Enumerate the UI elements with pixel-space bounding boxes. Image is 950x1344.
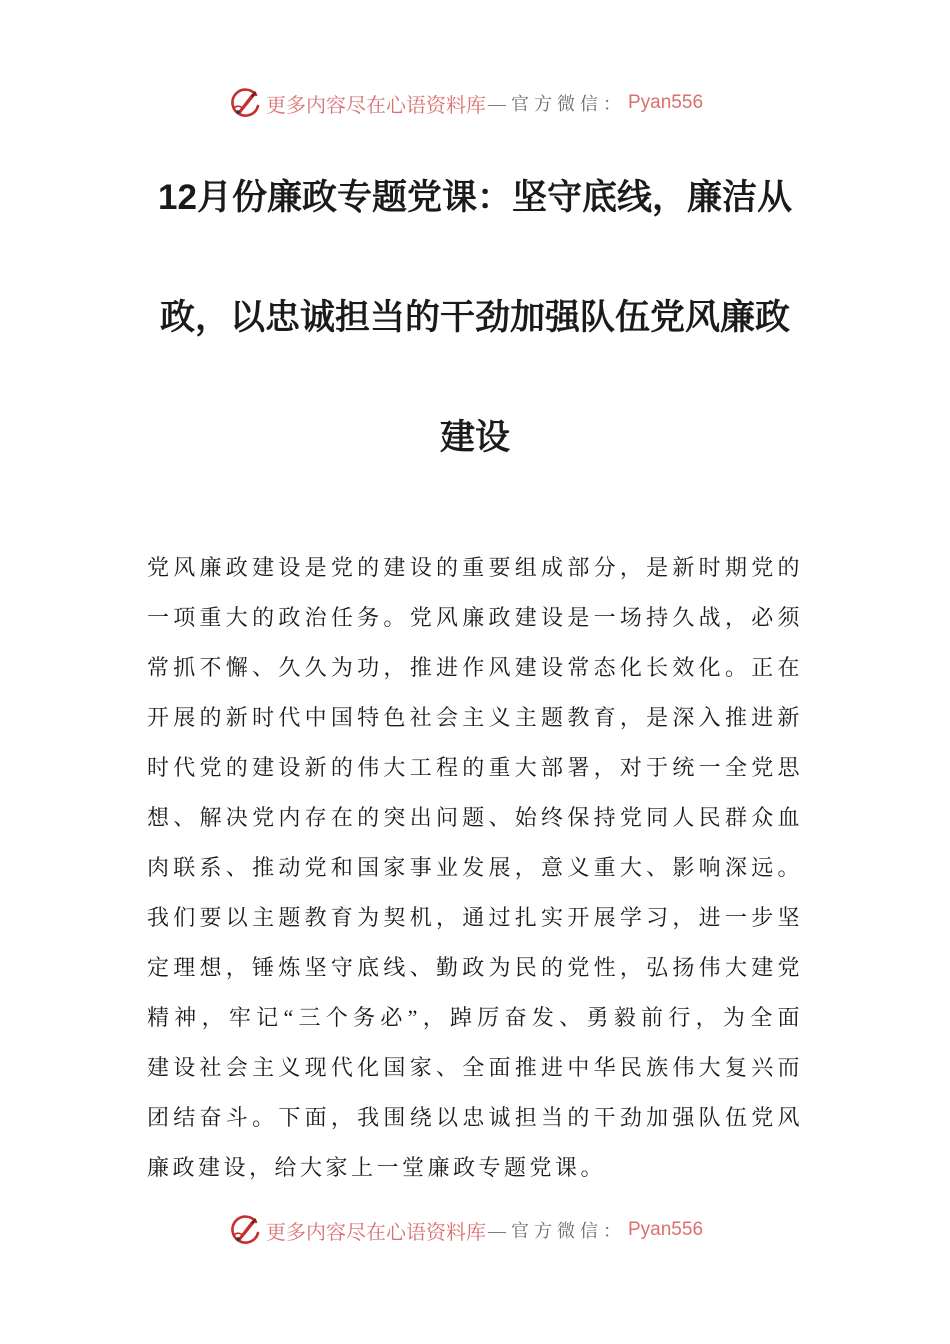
footer-brand-text: 更多内容尽在心语资料库 [266, 1221, 486, 1244]
body-line-9: 定理想，锤炼坚守底线、勤政为民的党性，弘扬伟大建党 [147, 955, 803, 980]
footer-wechat-id: Pyan556 [628, 1219, 704, 1240]
title-line-3: 建设 [439, 418, 510, 457]
body-line-11: 建设社会主义现代化国家、全面推进中华民族伟大复兴而 [147, 1055, 803, 1080]
body-line-2: 一项重大的政治任务。党风廉政建设是一场持久战，必须 [147, 605, 803, 630]
body-line-7: 肉联系、推动党和国家事业发展，意义重大、影响深远。 [147, 855, 803, 880]
header-watermark [228, 86, 703, 120]
body-line-12: 团结奋斗。下面，我围绕以忠诚担当的干劲加强队伍党风 [147, 1105, 803, 1130]
body-line-6: 想、解决党内存在的突出问题、始终保持党同人民群众血 [147, 805, 803, 830]
body-line-13: 廉政建设，给大家上一堂廉政专题党课。 [147, 1155, 607, 1180]
header-wechat-id: Pyan556 [628, 92, 704, 113]
body-line-4: 开展的新时代中国特色社会主义主题教育，是深入推进新 [147, 705, 803, 730]
pen-logo-icon [228, 86, 262, 120]
pen-logo-icon [228, 1213, 262, 1247]
header-wechat-label: —官方微信： [488, 94, 626, 114]
footer-wechat-label: —官方微信： [488, 1221, 626, 1241]
header-brand-text: 更多内容尽在心语资料库 [266, 94, 486, 117]
body-line-8: 我们要以主题教育为契机，通过扎实开展学习，进一步坚 [147, 905, 803, 930]
body-line-10: 精神，牢记“三个务必”，踔厉奋发、勇毅前行，为全面 [147, 1005, 803, 1030]
footer-watermark [228, 1213, 703, 1247]
body-line-3: 常抓不懈、久久为功，推进作风建设常态化长效化。正在 [147, 655, 803, 680]
title-line-2: 政，以忠诚担当的干劲加强队伍党风廉政 [159, 298, 790, 337]
body-paragraph [147, 543, 803, 1193]
body-line-5: 时代党的建设新的伟大工程的重大部署，对于统一全党思 [147, 755, 803, 780]
body-line-1: 党风廉政建设是党的建设的重要组成部分，是新时期党的 [147, 555, 803, 580]
document-title [60, 138, 890, 498]
title-line-1: 12月份廉政专题党课：坚守底线，廉洁从 [158, 178, 792, 217]
